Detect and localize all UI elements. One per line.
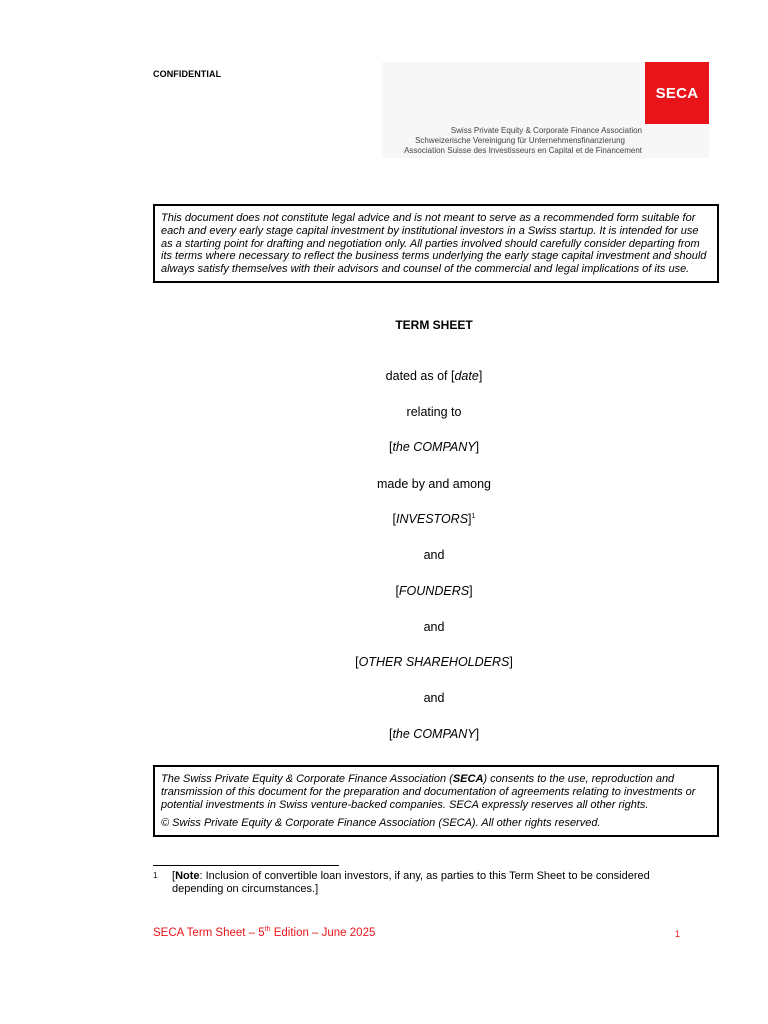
confidential-label: CONFIDENTIAL (153, 69, 222, 79)
copyright-paragraph: © Swiss Private Equity & Corporate Finance Association (SECA). All other rights reserved. (161, 817, 601, 830)
document-title: TERM SHEET (395, 318, 473, 332)
and-line-1: and (423, 548, 445, 562)
other-shareholders-placeholder: OTHER SHAREHOLDERS (358, 655, 510, 669)
consent-box (153, 765, 719, 837)
company-line-2: [the COMPANY] (388, 727, 480, 741)
association-name-de: Schweizerische Vereinigung für Unternehmensfinanzierung (415, 136, 625, 145)
footnote-text: [Note: Inclusion of convertible loan investors, if any, as parties to this Term Sheet to be considered depending on circumstances.] (172, 870, 650, 895)
other-shareholders-line: [OTHER SHAREHOLDERS] (355, 655, 513, 669)
footnote-divider (153, 865, 339, 866)
founders-placeholder: FOUNDERS (398, 584, 470, 598)
association-names (404, 126, 642, 156)
made-by-line: made by and among (377, 477, 491, 491)
page-number: 1 (675, 929, 681, 939)
disclaimer-box: This document does not constitute legal advice and is not meant to serve as a recommended form suitable for each and every early stage capital investment by institutional investors in a Swiss startup. It is intended for use as a starting point for drafting and negotiation only. All parties involved should carefully consider departing from its terms where necessary to reflect the business terms underlying the early stage capital investment and should always satisfy themselves with their advisors and counsel of the commercial and legal implications of its use. (153, 204, 719, 283)
seca-logo-area (382, 62, 709, 158)
footer-edition: SECA Term Sheet – 5th Edition – June 2025 (153, 926, 376, 939)
investors-placeholder: INVESTORS (396, 512, 469, 526)
investors-line: [INVESTORS]$^1$ (392, 512, 476, 526)
and-line-3: and (423, 691, 445, 705)
association-name-fr: Association Suisse des Investisseurs en Capital et de Financement (404, 146, 642, 155)
association-name-en: Swiss Private Equity & Corporate Finance Association (450, 126, 642, 135)
relating-to-line: relating to (406, 405, 462, 419)
and-line-2: and (423, 620, 445, 634)
footnote-number: 1 (153, 871, 158, 880)
consent-paragraph: The Swiss Private Equity & Corporate Finance Association (SECA) consents to the use, reproduction and transmission of this document for the preparation and documentation of agreements relating to investments or potential investments in Swiss venture-backed companies. SECA expressly reserves all other rights. (161, 773, 696, 811)
company-line-1: [the COMPANY] (388, 440, 480, 454)
footnote-ref: 1 (471, 512, 476, 520)
dated-line: dated as of [date] (385, 369, 483, 383)
company-placeholder-1: the COMPANY (392, 440, 476, 454)
date-placeholder: date (454, 369, 479, 383)
seca-logo: SECA (645, 62, 709, 124)
company-placeholder-2: the COMPANY (392, 727, 476, 741)
founders-line: [FOUNDERS] (395, 584, 473, 598)
